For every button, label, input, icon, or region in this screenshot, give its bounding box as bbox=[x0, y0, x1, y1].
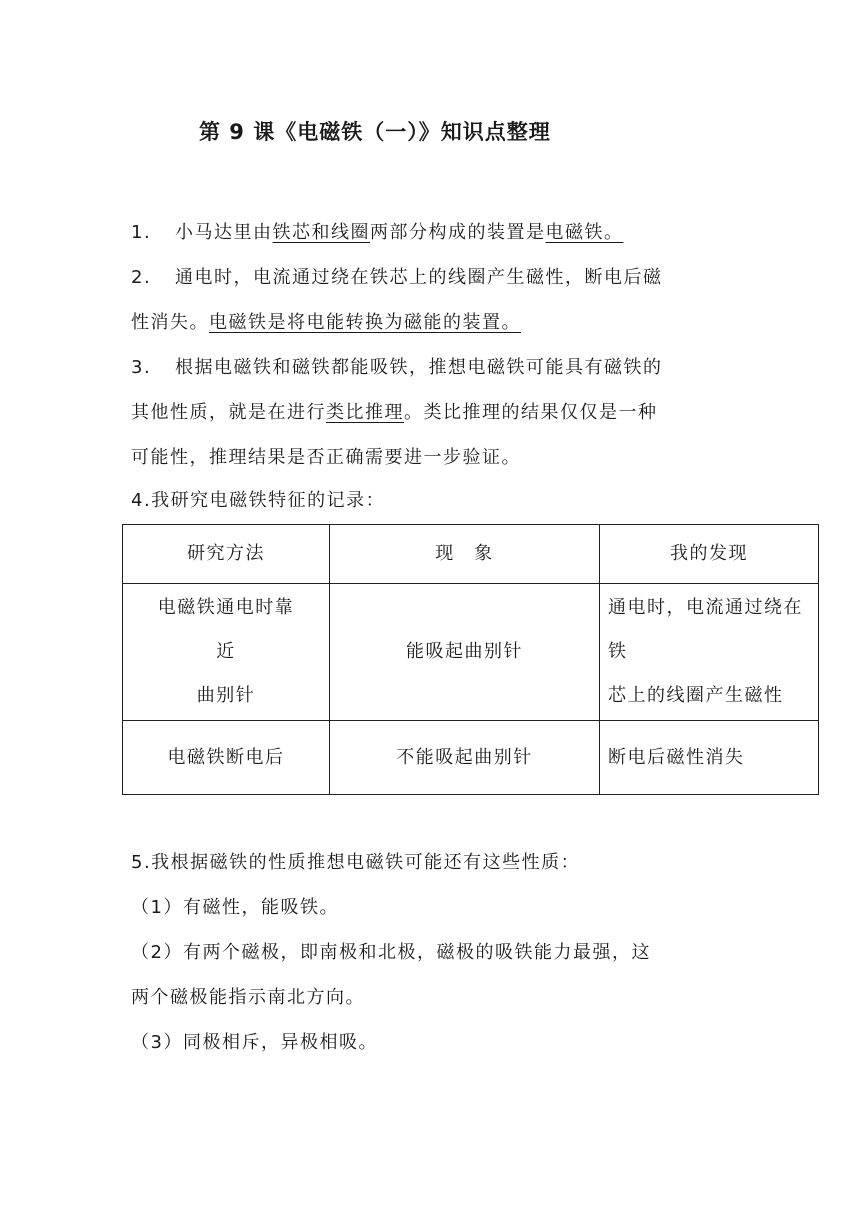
item-2-line-1 bbox=[131, 266, 663, 290]
table-row bbox=[123, 721, 819, 795]
table-cell-finding: 断电后磁性消失 bbox=[600, 721, 819, 795]
item-1-text-b: 两部分构成的装置是 bbox=[370, 222, 546, 243]
table-cell-text: 电磁铁通电时靠 bbox=[157, 597, 295, 618]
item-1-underlined-1: 铁芯和线圈 bbox=[272, 222, 370, 243]
item-3-text-3: 可能性，推理结果是否正确需要进一步验证。 bbox=[131, 447, 521, 468]
table-cell-text: 通电时，电流通过绕在铁 bbox=[608, 597, 803, 662]
item-2-text-1: 通电时，电流通过绕在铁芯上的线圈产生磁性，断电后磁 bbox=[175, 267, 663, 288]
research-record-table bbox=[122, 524, 819, 795]
table-cell-text: 曲别针 bbox=[196, 685, 256, 706]
table-header-row bbox=[123, 525, 819, 584]
property-1: （1）有磁性，能吸铁。 bbox=[131, 897, 339, 918]
item-2-number: 2. bbox=[131, 267, 152, 288]
table-header-method: 研究方法 bbox=[123, 525, 330, 584]
item-2-text-2a: 性消失。 bbox=[131, 312, 209, 333]
page-title: 第 9 课《电磁铁（一）》知识点整理 bbox=[199, 120, 551, 144]
item-3-line-3 bbox=[131, 446, 521, 470]
table-cell-text: 近 bbox=[216, 641, 236, 662]
item-1 bbox=[131, 221, 624, 245]
item-5: 5.我根据磁铁的性质推想电磁铁可能还有这些性质： bbox=[131, 852, 581, 873]
table-row bbox=[123, 584, 819, 721]
property-2-line-2: 两个磁极能指示南北方向。 bbox=[131, 987, 365, 1008]
item-3-text-2b: 。类比推理的结果仅仅是一种 bbox=[404, 402, 658, 423]
table-header-phenomenon: 现 象 bbox=[330, 525, 600, 584]
table-cell-phenomenon: 能吸起曲别针 bbox=[330, 584, 600, 721]
item-3-text-1: 根据电磁铁和磁铁都能吸铁，推想电磁铁可能具有磁铁的 bbox=[175, 357, 663, 378]
table-header-finding: 我的发现 bbox=[600, 525, 819, 584]
item-1-underlined-2: 电磁铁。 bbox=[545, 222, 624, 243]
item-1-text-a: 小马达里由 bbox=[175, 222, 273, 243]
item-3-text-2a: 其他性质，就是在进行 bbox=[131, 402, 326, 423]
table-cell-text: 芯上的线圈产生磁性 bbox=[608, 685, 784, 706]
item-2-line-2 bbox=[131, 311, 521, 335]
table-cell-finding bbox=[600, 584, 819, 721]
item-2-underlined: 电磁铁是将电能转换为磁能的装置。 bbox=[209, 312, 521, 333]
property-2-line-1: （2）有两个磁极，即南极和北极，磁极的吸铁能力最强，这 bbox=[131, 942, 651, 963]
item-3-underlined: 类比推理 bbox=[326, 402, 404, 423]
item-3-line-2 bbox=[131, 401, 658, 425]
table-cell-method: 电磁铁断电后 bbox=[123, 721, 330, 795]
property-3: （3）同极相斥，异极相吸。 bbox=[131, 1032, 378, 1053]
item-3-line-1 bbox=[131, 356, 663, 380]
table-cell-method bbox=[123, 584, 330, 721]
item-4: 4.我研究电磁铁特征的记录： bbox=[131, 490, 386, 511]
item-1-number: 1. bbox=[131, 222, 152, 243]
item-3-number: 3. bbox=[131, 357, 152, 378]
table-cell-phenomenon: 不能吸起曲别针 bbox=[330, 721, 600, 795]
